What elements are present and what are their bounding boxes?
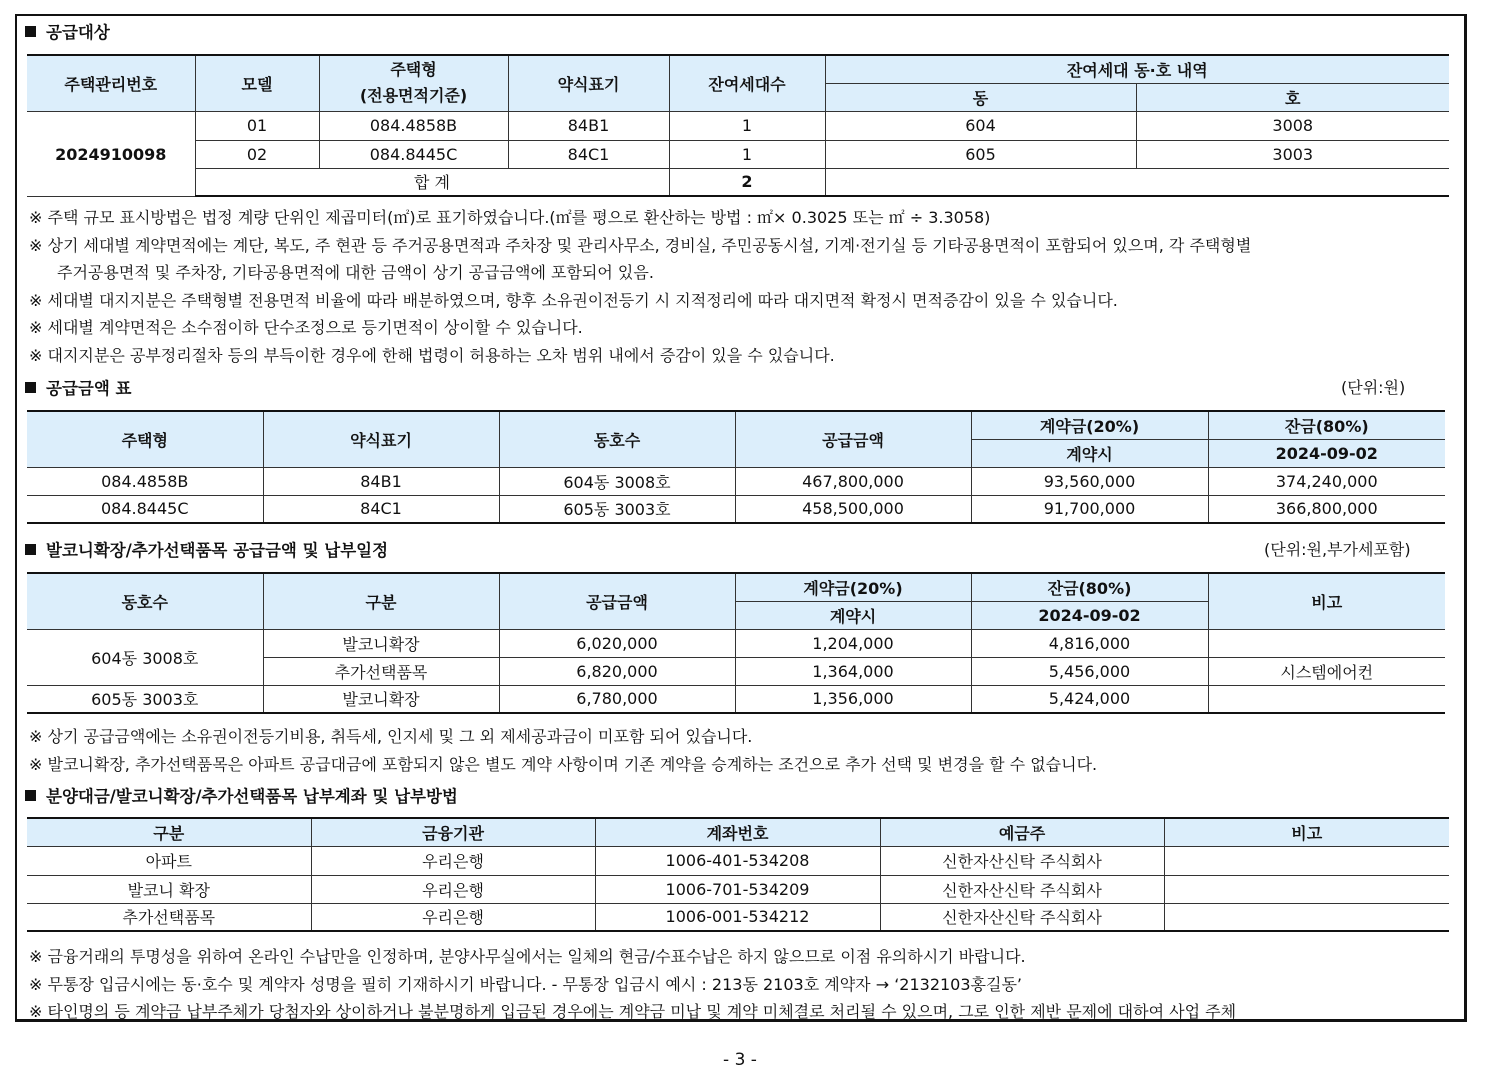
note-line: ※ 주택 규모 표시방법은 법정 계량 단위인 제곱미터(㎡)로 표기하였습니다.(㎡를 평으로 환산하는 방법 : ㎡× 0.3025 또는 ㎡ ÷ 3.3058) [29, 208, 991, 227]
note-line: ※ 세대별 계약면적은 소수점이하 단수조정으로 등기면적이 상이할 수 있습니다. [29, 318, 583, 337]
section-title-payment-account [25, 783, 458, 807]
unit-label: (단위:원,부가세포함) [1264, 540, 1411, 559]
cell-bank: 우리은행 [311, 846, 595, 875]
header-balance-sub: 2024-09-02 [1208, 439, 1445, 467]
cell-account: 1006-401-534208 [595, 846, 880, 875]
table-row [27, 903, 1449, 931]
cell-count: 1 [669, 111, 825, 140]
header-holder: 예금주 [880, 818, 1164, 846]
supply-target-table [27, 54, 1449, 197]
cell-category: 아파트 [27, 846, 311, 875]
cell-category: 추가선택품목 [27, 903, 311, 931]
header-mgmt-no: 주택관리번호 [27, 55, 195, 111]
header-type: 주택형 [27, 411, 263, 467]
cell-model: 02 [195, 140, 319, 168]
cell-deposit: 93,560,000 [971, 467, 1208, 495]
total-value: 2 [669, 168, 825, 196]
table-row [27, 111, 1449, 140]
cell-deposit: 91,700,000 [971, 495, 1208, 523]
table-row [27, 495, 1445, 523]
cell-abbr: 84B1 [263, 467, 499, 495]
header-remark: 비고 [1164, 818, 1449, 846]
header-ho: 호 [1136, 83, 1449, 111]
cell-category: 발코니확장 [263, 629, 499, 657]
table-row [27, 846, 1449, 875]
document-frame [15, 14, 1467, 1022]
section-title-text: 공급대상 [46, 23, 110, 42]
header-unit-no: 동호수 [499, 411, 735, 467]
header-deposit: 계약금(20%) [971, 411, 1208, 439]
cell-deposit: 1,204,000 [735, 629, 971, 657]
cell-deposit: 1,364,000 [735, 657, 971, 685]
header-deposit-sub: 계약시 [735, 601, 971, 629]
cell-remark [1164, 903, 1449, 931]
cell-holder: 신한자산신탁 주식회사 [880, 875, 1164, 903]
cell-price: 6,780,000 [499, 685, 735, 713]
total-row [27, 168, 1449, 196]
mgmt-no-value: 2024910098 [27, 111, 195, 196]
header-abbr: 약식표기 [263, 411, 499, 467]
cell-remark [1164, 875, 1449, 903]
balcony-price-table [27, 572, 1445, 714]
supply-price-table [27, 410, 1445, 524]
table-row [27, 467, 1445, 495]
cell-balance: 366,800,000 [1208, 495, 1445, 523]
note-line: ※ 세대별 대지지분은 주택형별 전용면적 비율에 따라 배분하였으며, 향후 소유권이전등기 시 지적정리에 따라 대지면적 확정시 면적증감이 있을 수 있습니다. [29, 290, 1118, 310]
cell-model: 01 [195, 111, 319, 140]
note-line: ※ 대지지분은 공부정리절차 등의 부득이한 경우에 한해 법령이 허용하는 오차 범위 내에서 증감이 있을 수 있습니다. [29, 345, 835, 365]
header-price: 공급금액 [735, 411, 971, 467]
cell-dong: 605 [825, 140, 1136, 168]
header-remaining: 잔여세대수 [669, 55, 825, 111]
cell-category: 추가선택품목 [263, 657, 499, 685]
cell-abbr: 84C1 [508, 140, 669, 168]
payment-account-table [27, 817, 1449, 932]
cell-balance: 4,816,000 [971, 629, 1208, 657]
cell-bank: 우리은행 [311, 903, 595, 931]
cell-unit-no: 605동 3003호 [499, 495, 735, 523]
bullet-square-icon [25, 26, 36, 37]
total-empty [825, 168, 1449, 196]
cell-abbr: 84B1 [508, 111, 669, 140]
cell-remark [1208, 685, 1445, 713]
cell-type: 084.8445C [27, 495, 263, 523]
table-row [27, 685, 1445, 713]
cell-remark [1164, 846, 1449, 875]
table-row [27, 875, 1449, 903]
total-label: 합 계 [195, 168, 669, 196]
cell-price: 6,820,000 [499, 657, 735, 685]
header-balance: 잔금(80%) [971, 573, 1208, 601]
note-line: ※ 발코니확장, 추가선택품목은 아파트 공급대금에 포함되지 않은 별도 계약 사항이며 기존 계약을 승계하는 조건으로 추가 선택 및 변경을 할 수 없습니다. [29, 754, 1098, 774]
section-title-text: 공급금액 표 [46, 379, 132, 398]
cell-balance: 5,424,000 [971, 685, 1208, 713]
section-title-supply-price [25, 375, 131, 399]
table-row [27, 140, 1449, 168]
bullet-square-icon [25, 790, 36, 801]
cell-category: 발코니 확장 [27, 875, 311, 903]
note-line: ※ 타인명의 등 계약금 납부주체가 당첨자와 상이하거나 불분명하게 입금된 경우에는 계약금 미납 및 계약 미체결로 처리될 수 있으며, 그로 인한 제반 문제에 대하여 사업 주체 [29, 1002, 1237, 1021]
unit-label: (단위:원) [1341, 378, 1406, 397]
cell-type: 084.8445C [319, 140, 508, 168]
page-number: - 3 - [723, 1050, 757, 1070]
cell-unit-no: 604동 3008호 [499, 467, 735, 495]
header-bank: 금융기관 [311, 818, 595, 846]
table-row [27, 629, 1445, 657]
note-line: ※ 상기 세대별 계약면적에는 계단, 복도, 주 현관 등 주거공용면적과 주차장 및 관리사무소, 경비실, 주민공동시설, 기계·전기실 등 기타공용면적이 포함되어 있으며, 각 주택형별 [29, 235, 1252, 255]
supply-target-notes [29, 204, 1251, 369]
cell-remark: 시스템에어컨 [1208, 657, 1445, 685]
balcony-notes [29, 723, 1097, 778]
cell-price: 6,020,000 [499, 629, 735, 657]
section-title-balcony-price [25, 537, 388, 561]
header-deposit-sub: 계약시 [971, 439, 1208, 467]
bullet-square-icon [25, 544, 36, 555]
cell-price: 467,800,000 [735, 467, 971, 495]
cell-deposit: 1,356,000 [735, 685, 971, 713]
payment-notes [29, 943, 1236, 1022]
cell-holder: 신한자산신탁 주식회사 [880, 903, 1164, 931]
header-house-type-line1: 주택형 [390, 60, 437, 80]
cell-unit-no: 604동 3008호 [27, 629, 263, 685]
header-remark: 비고 [1208, 573, 1445, 629]
cell-dong: 604 [825, 111, 1136, 140]
bullet-square-icon [25, 382, 36, 393]
cell-balance: 5,456,000 [971, 657, 1208, 685]
header-deposit: 계약금(20%) [735, 573, 971, 601]
header-unit-no: 동호수 [27, 573, 263, 629]
note-line: ※ 상기 공급금액에는 소유권이전등기비용, 취득세, 인지세 및 그 외 제세공과금이 미포함 되어 있습니다. [29, 727, 753, 746]
header-balance-sub: 2024-09-02 [971, 601, 1208, 629]
cell-account: 1006-001-534212 [595, 903, 880, 931]
cell-unit-no: 605동 3003호 [27, 685, 263, 713]
section-title-text: 발코니확장/추가선택품목 공급금액 및 납부일정 [46, 541, 389, 560]
cell-count: 1 [669, 140, 825, 168]
header-account: 계좌번호 [595, 818, 880, 846]
header-price: 공급금액 [499, 573, 735, 629]
cell-category: 발코니확장 [263, 685, 499, 713]
header-detail: 잔여세대 동·호 내역 [825, 55, 1449, 83]
cell-bank: 우리은행 [311, 875, 595, 903]
header-model: 모델 [195, 55, 319, 111]
note-line: 주거공용면적 및 주차장, 기타공용면적에 대한 금액이 상기 공급금액에 포함되어 있음. [57, 263, 654, 282]
section-title-text: 분양대금/발코니확장/추가선택품목 납부계좌 및 납부방법 [46, 787, 458, 806]
cell-holder: 신한자산신탁 주식회사 [880, 846, 1164, 875]
note-line: ※ 금융거래의 투명성을 위하여 온라인 수납만을 인정하며, 분양사무실에서는 일체의 현금/수표수납은 하지 않으므로 이점 유의하시기 바랍니다. [29, 947, 1026, 966]
header-category: 구분 [263, 573, 499, 629]
header-house-type-line2: (전용면적기준) [359, 86, 468, 106]
header-abbr: 약식표기 [508, 55, 669, 111]
cell-ho: 3008 [1136, 111, 1449, 140]
cell-type: 084.4858B [27, 467, 263, 495]
header-category: 구분 [27, 818, 311, 846]
cell-account: 1006-701-534209 [595, 875, 880, 903]
section-title-supply-target [25, 19, 110, 43]
cell-remark [1208, 629, 1445, 657]
header-dong: 동 [825, 83, 1136, 111]
cell-abbr: 84C1 [263, 495, 499, 523]
cell-balance: 374,240,000 [1208, 467, 1445, 495]
header-house-type [319, 55, 508, 111]
cell-type: 084.4858B [319, 111, 508, 140]
cell-price: 458,500,000 [735, 495, 971, 523]
note-line: ※ 무통장 입금시에는 동·호수 및 계약자 성명을 필히 기재하시기 바랍니다. - 무통장 입금시 예시 : 213동 2103호 계약자 → ‘2132103홍길동’ [29, 974, 1022, 994]
cell-ho: 3003 [1136, 140, 1449, 168]
header-balance: 잔금(80%) [1208, 411, 1445, 439]
